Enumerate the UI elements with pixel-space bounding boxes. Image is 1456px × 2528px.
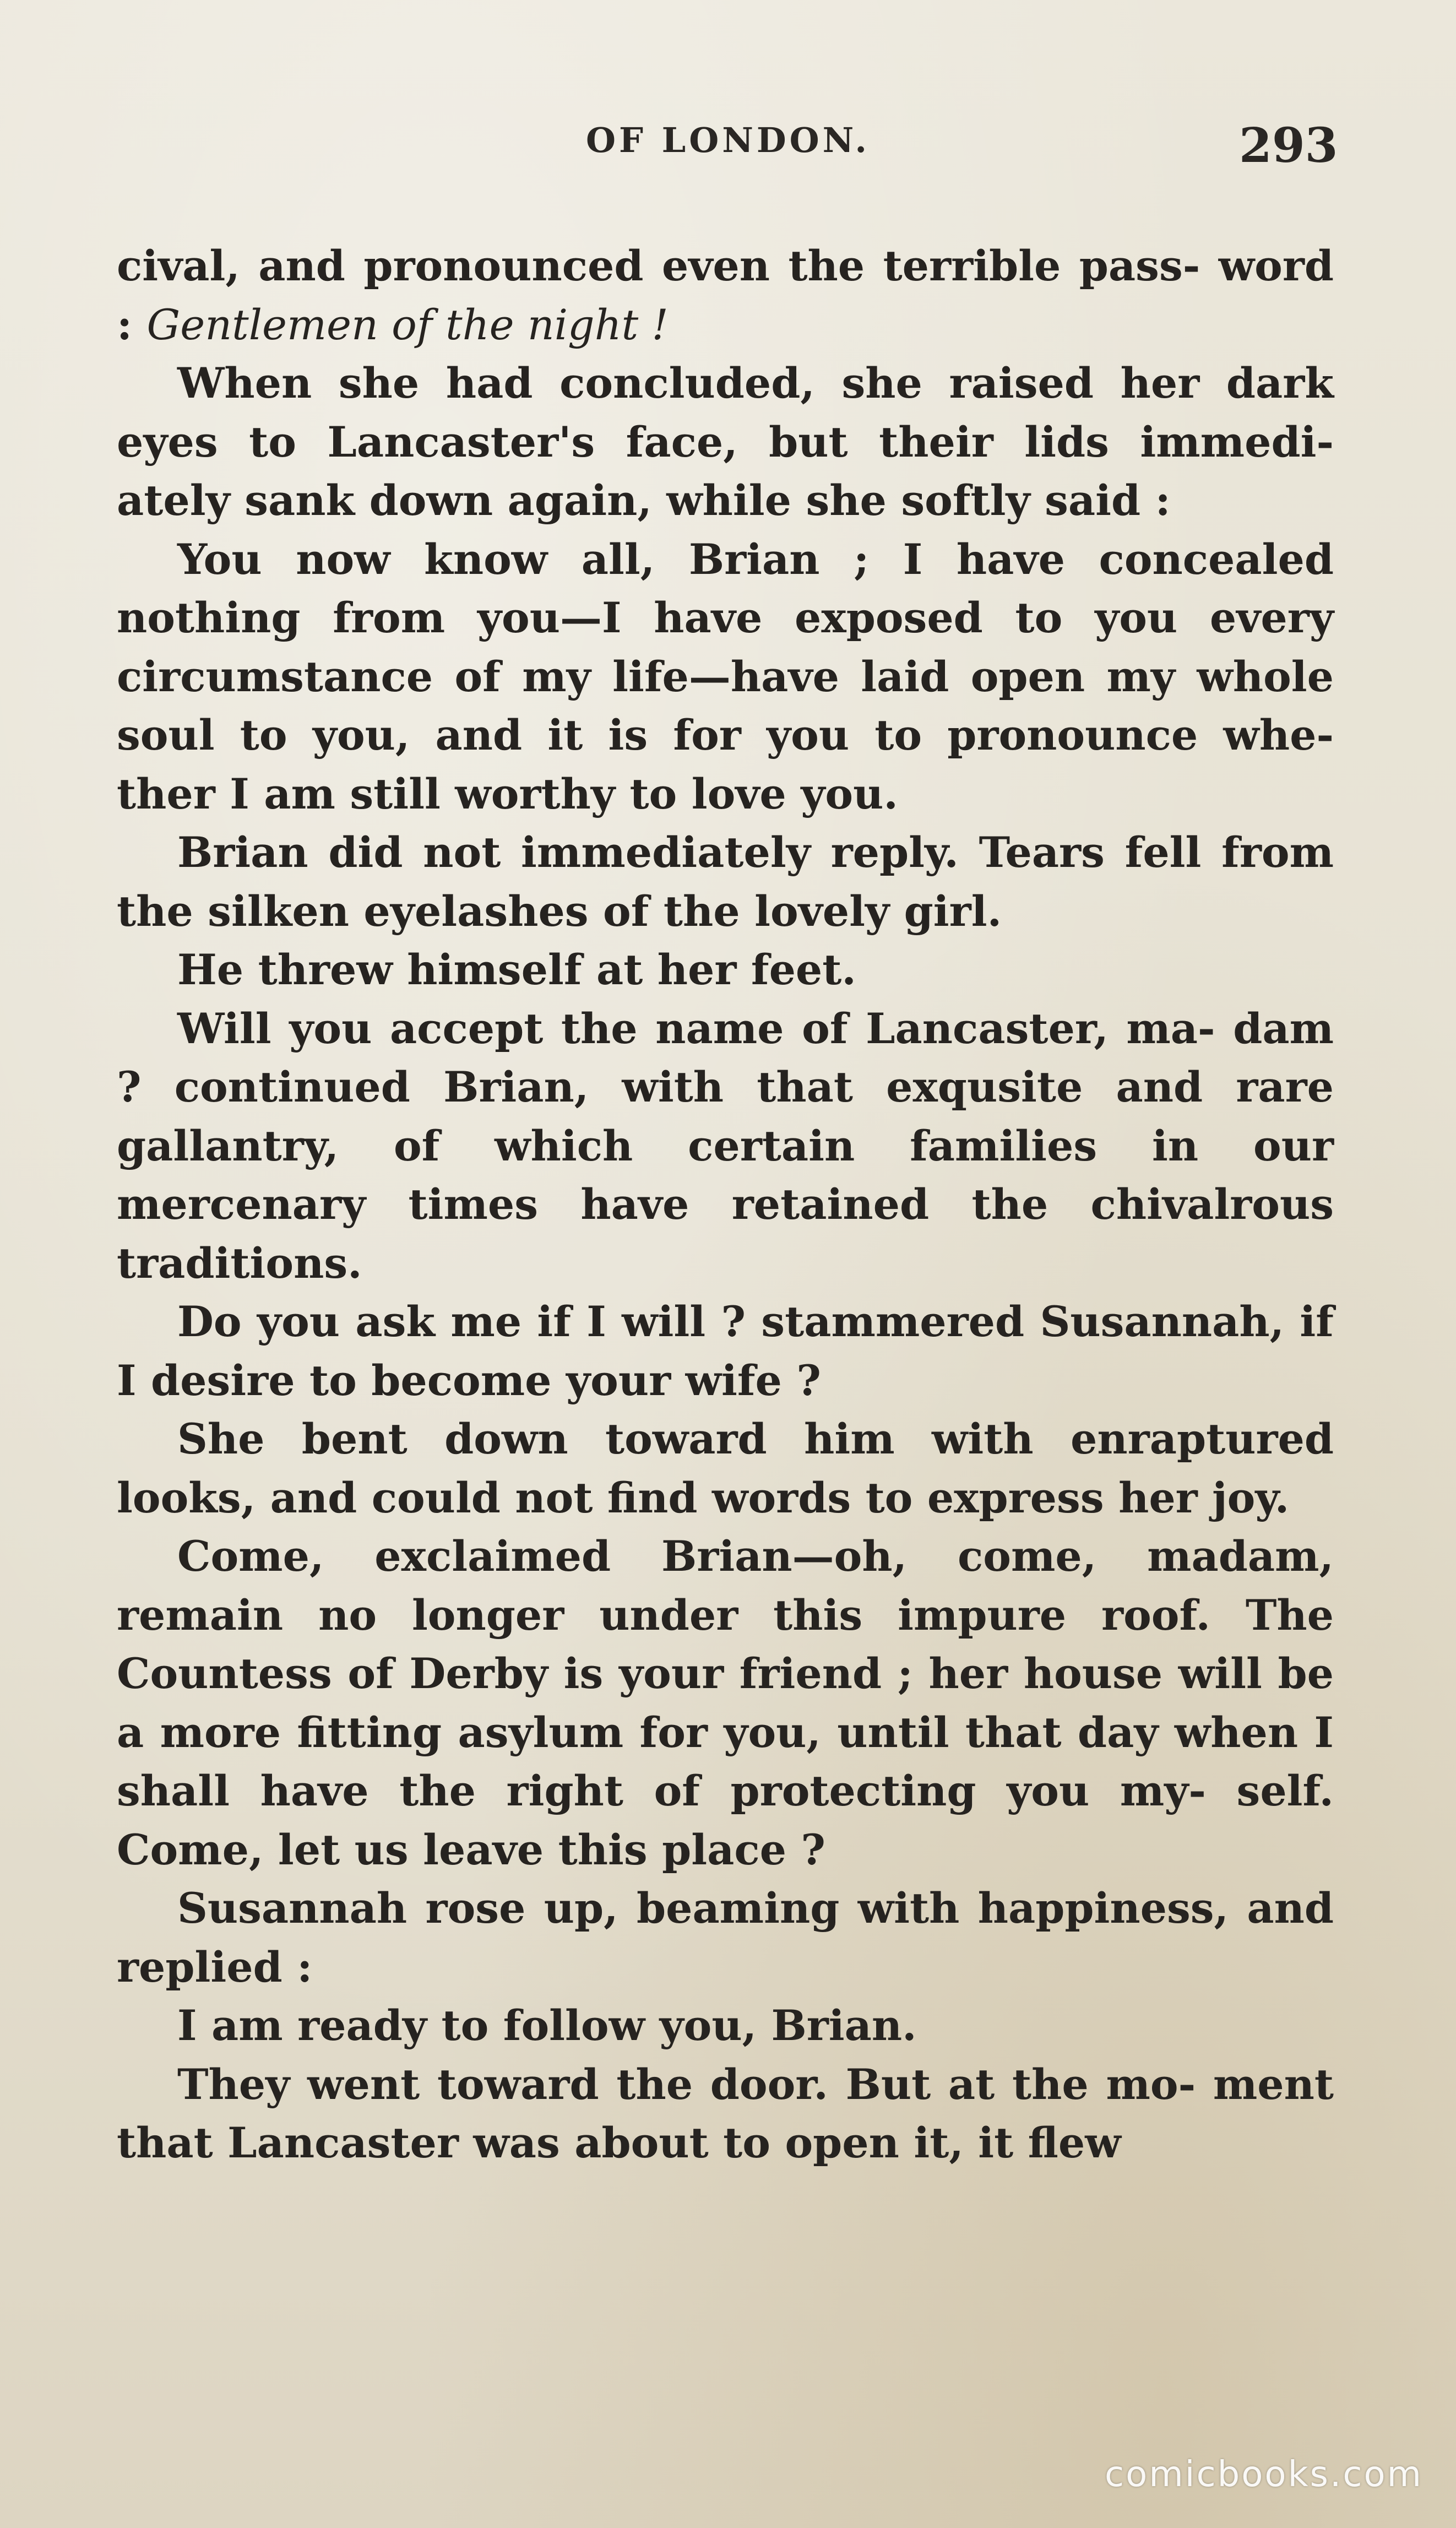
paragraph-1-text: cival, and pronounced even the terrible pass- word : [117,241,1334,349]
paragraph-7: Do you ask me if I will ? stammered Susannah, if I desire to become your wife ? [117,1297,1334,1405]
password-phrase: Gentlemen of the night ! [146,300,669,349]
paragraph-2: When she had concluded, she raised her dark eyes to Lancaster's face, but their lids immedi- ately sank down again, while she softly said : [117,359,1334,525]
paragraph-10: Susannah rose up, beaming with happiness, and replied : [117,1884,1334,1992]
paragraph-4: Brian did not immediately reply. Tears fell from the silken eyelashes of the lovely girl. [117,828,1334,936]
page-number: 293 [1239,118,1338,173]
site-watermark: comicbooks.com [1104,2454,1423,2495]
paragraph-9: Come, exclaimed Brian—oh, come, madam, remain no longer under this impure roof. The Countess of Derby is your friend ; her house will be a more fitting asylum for you, until that day when I shall have the right of protecting you my- self. Come, let us leave this place ? [117,1532,1334,1874]
paragraph-3: You now know all, Brian ; I have concealed nothing from you—I have exposed to you every circumstance of my life—have laid open my whole soul to you, and it is for you to pronounce whe- ther I am still worthy to love you. [117,534,1334,818]
paragraph-11: I am ready to follow you, Brian. [177,2001,917,2050]
paragraph-12: They went toward the door. But at the mo- ment that Lancaster was about to open it, it flew [117,2059,1334,2167]
paragraph-5: He threw himself at her feet. [177,945,856,994]
body-text [117,237,1334,2173]
paragraph-6: Will you accept the name of Lancaster, ma- dam ? continued Brian, with that exqusite and rare gallantry, of which certain families in our mercenary times have retained the chivalrous traditions. [117,1003,1334,1288]
paragraph-1 [117,237,1334,354]
running-title: OF LONDON. [586,120,870,160]
paragraph-8: She bent down toward him with enraptured looks, and could not find words to express her joy. [117,1414,1334,1522]
